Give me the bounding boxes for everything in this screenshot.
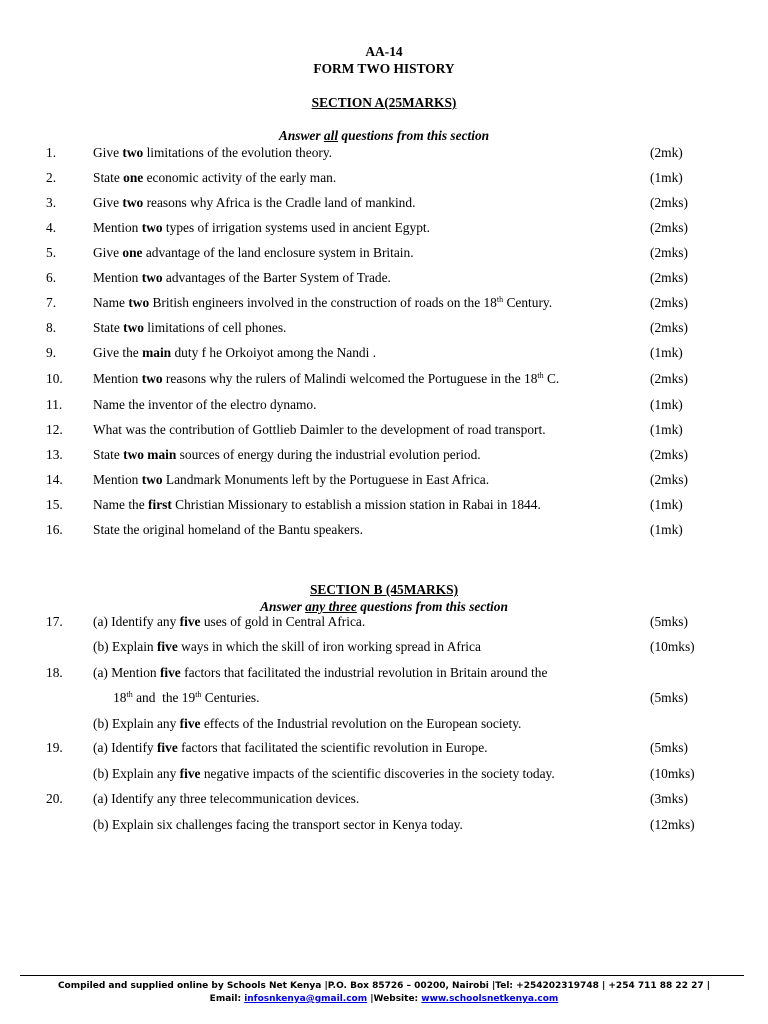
question-text-part: What was the contribution of Gottlieb Daimler to the development of road transport. bbox=[93, 422, 546, 437]
question-emphasis: two bbox=[141, 270, 163, 285]
question-text-part: (a) Identify any three telecommunication devices. bbox=[93, 791, 360, 806]
question-row bbox=[0, 497, 768, 517]
question-emphasis: two bbox=[141, 220, 163, 235]
question-row bbox=[0, 270, 768, 290]
superscript: th bbox=[195, 690, 202, 699]
question-row bbox=[0, 295, 768, 315]
question-text-part: Centuries. bbox=[201, 690, 260, 705]
question-emphasis: two bbox=[141, 472, 163, 487]
question-row bbox=[0, 716, 768, 736]
question-text-part: types of irrigation systems used in ancient Egypt. bbox=[162, 220, 430, 235]
question-row bbox=[0, 320, 768, 340]
paper-code: AA-14 bbox=[365, 44, 403, 59]
question-row bbox=[0, 245, 768, 265]
marks: (2mks) bbox=[650, 371, 688, 386]
footer-contact: Compiled and supplied online by Schools Net Kenya |P.O. Box 85726 – 00200, Nairobi |Tel: +254202319748 | +254 711 88 22 27 | bbox=[57, 981, 711, 991]
question-text-part: ways in which the skill of iron working spread in Africa bbox=[177, 639, 481, 654]
question-row bbox=[0, 220, 768, 240]
question-text-part: uses of gold in Central Africa. bbox=[200, 614, 366, 629]
question-text bbox=[93, 614, 365, 630]
question-emphasis: five bbox=[179, 614, 201, 629]
marks: (1mk) bbox=[650, 497, 683, 512]
question-number: 13. bbox=[46, 447, 63, 462]
question-number: 4. bbox=[46, 220, 57, 235]
question-text bbox=[93, 195, 415, 211]
question-emphasis: five bbox=[156, 639, 178, 654]
question-text-part: Name the bbox=[93, 497, 149, 512]
website-link[interactable]: www.schoolsnetkenya.com bbox=[421, 994, 559, 1004]
footer-divider bbox=[20, 975, 744, 976]
superscript: th bbox=[126, 690, 133, 699]
question-emphasis: two bbox=[141, 371, 163, 386]
question-number: 11. bbox=[46, 397, 63, 412]
question-row bbox=[0, 195, 768, 215]
question-text bbox=[93, 345, 376, 361]
question-text-part: Landmark Monuments left by the Portuguese in East Africa. bbox=[162, 472, 490, 487]
question-row bbox=[0, 522, 768, 542]
question-emphasis: main bbox=[142, 345, 172, 360]
marks: (10mks) bbox=[650, 766, 695, 781]
question-text-part: (b) Explain any bbox=[93, 716, 180, 731]
question-text bbox=[93, 497, 541, 513]
question-text-part: State bbox=[93, 170, 124, 185]
marks: (1mk) bbox=[650, 422, 683, 437]
question-row bbox=[0, 614, 768, 634]
question-text bbox=[93, 220, 430, 236]
question-text-part: State bbox=[93, 447, 124, 462]
question-text bbox=[93, 665, 547, 681]
question-number: 19. bbox=[46, 740, 63, 755]
question-text-part: Give bbox=[93, 195, 123, 210]
marks: (5mks) bbox=[650, 740, 688, 755]
question-number: 3. bbox=[46, 195, 57, 210]
question-text-part: Name bbox=[93, 295, 129, 310]
question-row bbox=[0, 665, 768, 685]
marks: (2mks) bbox=[650, 195, 688, 210]
question-text-part: limitations of cell phones. bbox=[143, 320, 287, 335]
question-number: 8. bbox=[46, 320, 57, 335]
question-text-part: Century. bbox=[503, 295, 553, 310]
marks: (1mk) bbox=[650, 522, 683, 537]
question-number: 18. bbox=[46, 665, 63, 680]
marks: (2mk) bbox=[650, 145, 683, 160]
marks: (5mks) bbox=[650, 614, 688, 629]
question-text-part: Mention bbox=[93, 472, 142, 487]
marks: (2mks) bbox=[650, 270, 688, 285]
question-text-part: State the original homeland of the Bantu speakers. bbox=[93, 522, 363, 537]
question-number: 9. bbox=[46, 345, 57, 360]
question-row bbox=[0, 145, 768, 165]
question-text-part: reasons why the rulers of Malindi welcomed the Portuguese in the 18 bbox=[162, 371, 538, 386]
question-row bbox=[0, 397, 768, 417]
question-text-part: advantages of the Barter System of Trade. bbox=[162, 270, 391, 285]
question-number: 14. bbox=[46, 472, 63, 487]
question-number: 7. bbox=[46, 295, 57, 310]
marks: (2mks) bbox=[650, 295, 688, 310]
question-number: 10. bbox=[46, 371, 63, 386]
question-row bbox=[0, 170, 768, 190]
question-text-part: factors that facilitated the scientific revolution in Europe. bbox=[177, 740, 488, 755]
question-row bbox=[0, 345, 768, 365]
question-text bbox=[93, 716, 521, 732]
marks: (2mks) bbox=[650, 220, 688, 235]
question-emphasis: two main bbox=[123, 447, 177, 462]
question-emphasis: one bbox=[123, 170, 144, 185]
question-text-part: sources of energy during the industrial evolution period. bbox=[176, 447, 481, 462]
question-text-part: Mention bbox=[93, 220, 142, 235]
marks: (12mks) bbox=[650, 817, 695, 832]
footer-links: Email: infosnkenya@gmail.com |Website: www.schoolsnetkenya.com bbox=[209, 994, 559, 1004]
question-emphasis: two bbox=[122, 195, 144, 210]
question-emphasis: two bbox=[122, 145, 144, 160]
question-text bbox=[93, 472, 489, 488]
question-emphasis: five bbox=[179, 716, 201, 731]
marks: (1mk) bbox=[650, 397, 683, 412]
question-text bbox=[93, 522, 363, 538]
marks: (2mks) bbox=[650, 320, 688, 335]
question-text-part: duty f he Orkoiyot among the Nandi . bbox=[171, 345, 377, 360]
question-text bbox=[93, 766, 555, 782]
question-text-part: (b) Explain any bbox=[93, 766, 180, 781]
question-text-part: limitations of the evolution theory. bbox=[143, 145, 333, 160]
question-text bbox=[93, 270, 391, 286]
question-text-part: 18 bbox=[93, 690, 127, 705]
question-emphasis: five bbox=[179, 766, 201, 781]
question-text-part: Name the inventor of the electro dynamo. bbox=[93, 397, 317, 412]
question-text-part: Mention bbox=[93, 371, 142, 386]
marks: (10mks) bbox=[650, 639, 695, 654]
question-number: 12. bbox=[46, 422, 63, 437]
question-text-part: Give bbox=[93, 245, 123, 260]
question-text bbox=[93, 422, 546, 438]
question-row bbox=[0, 371, 768, 391]
question-number: 1. bbox=[46, 145, 57, 160]
section-b-title: SECTION B (45MARKS) bbox=[309, 582, 459, 597]
question-text bbox=[93, 295, 552, 311]
question-number: 6. bbox=[46, 270, 57, 285]
question-emphasis: one bbox=[122, 245, 143, 260]
question-text bbox=[93, 320, 286, 336]
question-text-part: (a) Identify any bbox=[93, 614, 180, 629]
question-row bbox=[0, 817, 768, 837]
section-b-instruction: Answer any three questions from this section bbox=[260, 599, 508, 614]
question-text-part: Give bbox=[93, 145, 123, 160]
question-row bbox=[0, 690, 768, 710]
question-text bbox=[93, 639, 481, 655]
question-text-part: C. bbox=[543, 371, 560, 386]
marks: (2mks) bbox=[650, 245, 688, 260]
question-number: 15. bbox=[46, 497, 63, 512]
marks: (3mks) bbox=[650, 791, 688, 806]
question-text-part: State bbox=[93, 320, 124, 335]
question-row bbox=[0, 639, 768, 659]
question-text-part: (b) Explain bbox=[93, 639, 157, 654]
question-text bbox=[93, 791, 359, 807]
question-text-part: (a) Mention bbox=[93, 665, 160, 680]
question-text-part: economic activity of the early man. bbox=[143, 170, 337, 185]
question-row bbox=[0, 422, 768, 442]
question-text-part: factors that facilitated the industrial revolution in Britain around the bbox=[180, 665, 548, 680]
marks: (1mk) bbox=[650, 345, 683, 360]
question-text bbox=[93, 817, 463, 833]
question-text-part: British engineers involved in the construction of roads on the 18 bbox=[149, 295, 497, 310]
question-text bbox=[93, 145, 332, 161]
question-row bbox=[0, 791, 768, 811]
marks: (2mks) bbox=[650, 447, 688, 462]
marks: (5mks) bbox=[650, 690, 688, 705]
question-text bbox=[93, 397, 316, 413]
section-a-instruction: Answer all questions from this section bbox=[278, 128, 490, 143]
question-text bbox=[93, 690, 259, 706]
question-text-part: and the 19 bbox=[132, 690, 196, 705]
question-emphasis: two bbox=[123, 320, 144, 335]
question-number: 17. bbox=[46, 614, 63, 629]
question-text-part: advantage of the land enclosure system in Britain. bbox=[142, 245, 414, 260]
question-text-part: effects of the Industrial revolution on the European society. bbox=[200, 716, 522, 731]
question-text-part: negative impacts of the scientific discoveries in the society today. bbox=[200, 766, 555, 781]
question-text-part: reasons why Africa is the Cradle land of mankind. bbox=[143, 195, 416, 210]
section-a-title: SECTION A(25MARKS) bbox=[311, 95, 457, 110]
marks: (1mk) bbox=[650, 170, 683, 185]
question-text-part: Give the bbox=[93, 345, 143, 360]
question-row bbox=[0, 472, 768, 492]
question-text bbox=[93, 245, 414, 261]
question-text bbox=[93, 740, 488, 756]
question-emphasis: two bbox=[128, 295, 150, 310]
superscript: th bbox=[496, 295, 504, 304]
question-text-part: Mention bbox=[93, 270, 142, 285]
question-row bbox=[0, 447, 768, 467]
paper-title: FORM TWO HISTORY bbox=[313, 61, 455, 76]
question-number: 20. bbox=[46, 791, 63, 806]
question-text bbox=[93, 447, 481, 463]
question-row bbox=[0, 766, 768, 786]
question-emphasis: five bbox=[156, 740, 178, 755]
question-text bbox=[93, 371, 559, 387]
question-text-part: Christian Missionary to establish a mission station in Rabai in 1844. bbox=[171, 497, 541, 512]
question-row bbox=[0, 740, 768, 760]
question-emphasis: five bbox=[159, 665, 181, 680]
question-text bbox=[93, 170, 336, 186]
question-number: 5. bbox=[46, 245, 57, 260]
question-emphasis: first bbox=[148, 497, 172, 512]
question-text-part: (a) Identify bbox=[93, 740, 157, 755]
question-number: 2. bbox=[46, 170, 57, 185]
question-text-part: (b) Explain six challenges facing the transport sector in Kenya today. bbox=[93, 817, 463, 832]
superscript: th bbox=[537, 371, 544, 380]
question-number: 16. bbox=[46, 522, 63, 537]
email-link[interactable]: infosnkenya@gmail.com bbox=[244, 994, 368, 1004]
marks: (2mks) bbox=[650, 472, 688, 487]
